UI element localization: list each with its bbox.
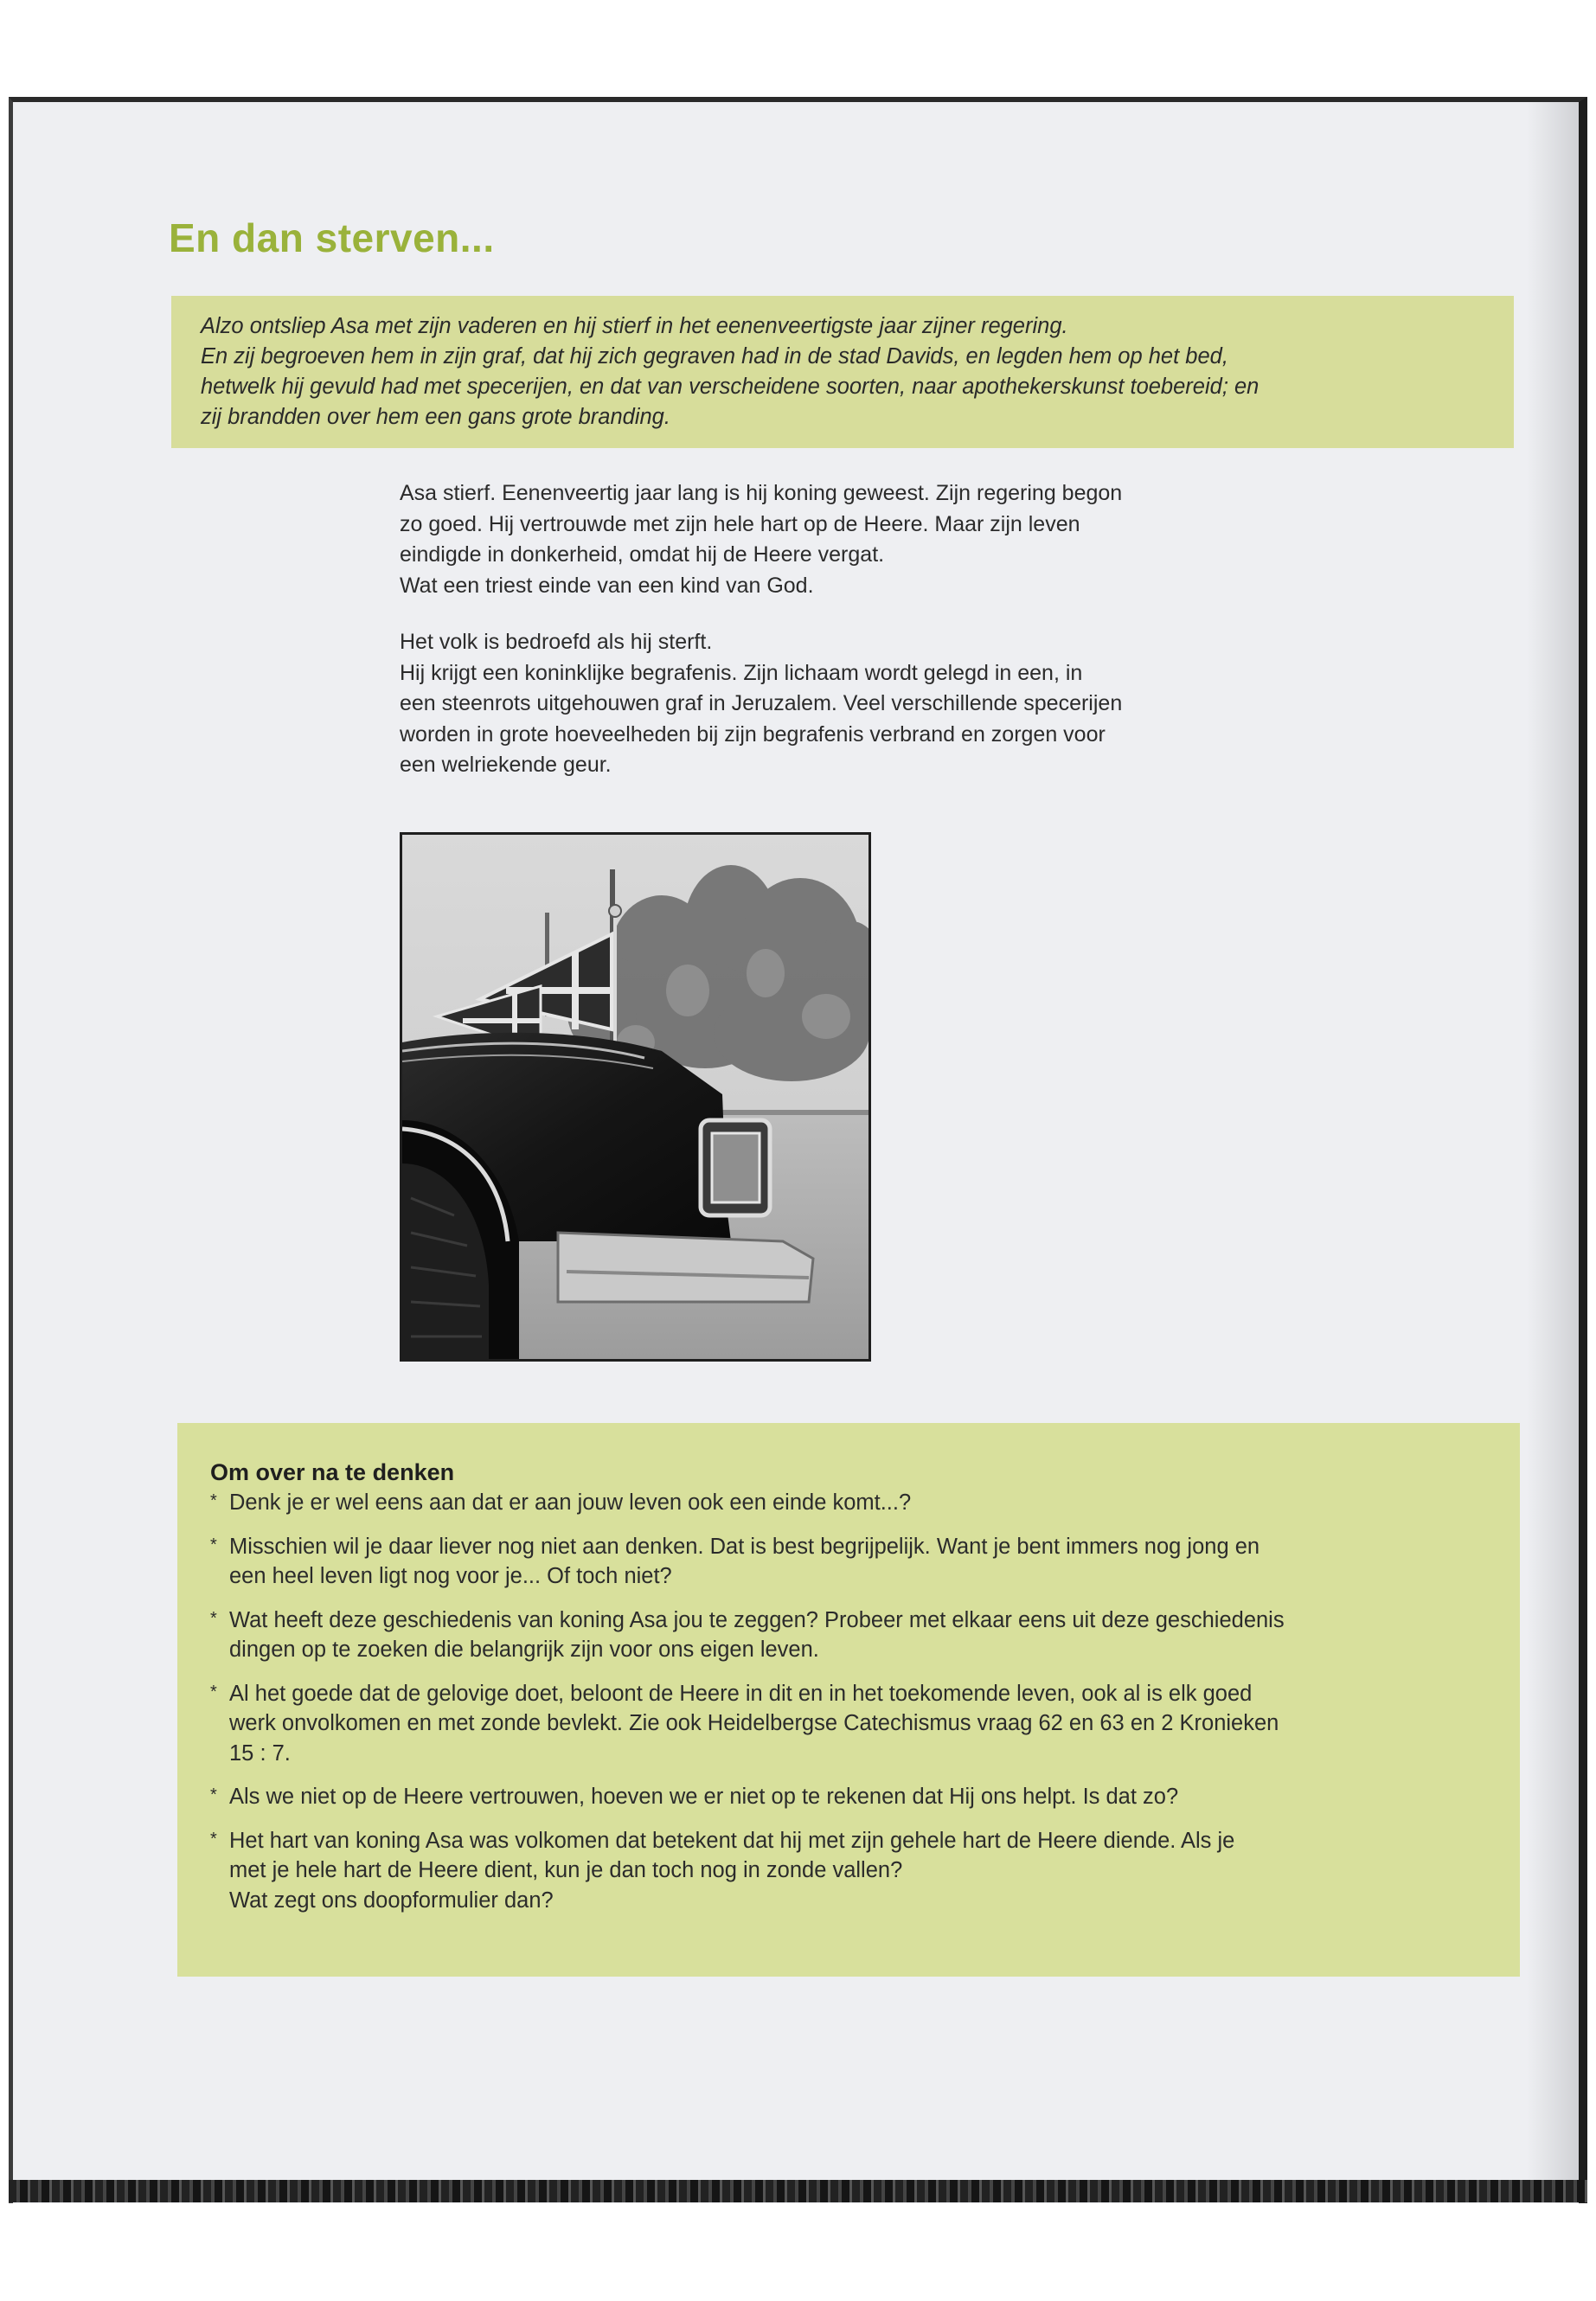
page-title: En dan sterven... xyxy=(169,215,495,260)
scripture-quote-text: Alzo ontsliep Asa met zijn vaderen en hij stierf in het eenenveertigste jaar zijner regering. En zij begroeven hem in zijn graf, dat hij zich gegraven had in de stad Davids, en legden hem op het bed, hetwelk hij gevuld had met specerijen, en dat van verscheidene soorten, naar apothekerskunst toebereid; en zij brandden over hem een gans grote branding. xyxy=(201,314,1259,429)
reflection-box xyxy=(177,1423,1520,1977)
body-paragraph-1: Asa stierf. Eenenveertig jaar lang is hij koning geweest. Zijn regering begon zo goed. Hij vertrouwde met zijn hele hart op de Heere. Maar zijn leven eindigde in donkerheid, omdat hij de Heere vergat. Wat een triest einde van een kind van God. xyxy=(400,481,1123,598)
bullet-star: * xyxy=(210,1785,217,1804)
bullet-star: * xyxy=(210,1682,217,1702)
body-paragraph-2: Het volk is bedroefd als hij sterft. Hij krijgt een koninklijke begrafenis. Zijn lichaam wordt gelegd in een, in een steenrots uitgehouwen graf in Jeruzalem. Veel verschillende specerijen worden in grote hoeveelheden bij zijn begrafenis verbrand en zorgen voor een welriekende geur. xyxy=(400,630,1123,777)
reflection-question-1 xyxy=(210,1488,1494,1518)
reflection-question-2 xyxy=(210,1532,1494,1592)
scripture-quote-box xyxy=(171,296,1514,448)
reflection-question-3 xyxy=(210,1606,1494,1665)
reflection-question-5 xyxy=(210,1782,1494,1812)
reflection-question-list xyxy=(210,1488,1494,1915)
reflection-question-6 xyxy=(210,1826,1494,1916)
page-bottom-edge xyxy=(9,2180,1587,2202)
question-text: Wat heeft deze geschiedenis van koning Asa jou te zeggen? Probeer met elkaar eens uit deze geschiedenis dingen op te zoeken die belangrijk zijn voor ons eigen leven. xyxy=(229,1607,1285,1662)
hearse-car-flag-photo xyxy=(400,832,871,1362)
bullet-star: * xyxy=(210,1829,217,1849)
reflection-heading: Om over na te denken xyxy=(210,1459,455,1485)
reflection-question-4 xyxy=(210,1679,1494,1769)
page-gutter-shadow xyxy=(1527,102,1579,2203)
question-text: Het hart van koning Asa was volkomen dat betekent dat hij met zijn gehele hart de Heere diende. Als je met je hele hart de Heere dient, kun je dan toch nog in zonde vallen? Wat zegt ons doopformulier dan? xyxy=(229,1828,1235,1913)
bullet-star: * xyxy=(210,1535,217,1554)
bullet-star: * xyxy=(210,1608,217,1628)
bullet-star: * xyxy=(210,1491,217,1510)
question-text: Denk je er wel eens aan dat er aan jouw leven ook een einde komt...? xyxy=(229,1490,912,1515)
question-text: Al het goede dat de gelovige doet, beloont de Heere in dit en in het toekomende leven, ook al is elk goed werk onvolkomen en met zonde bevlekt. Zie ook Heidelbergse Catechismus vraag 62 en 63 en 2 Kronieken 15 : 7. xyxy=(229,1681,1279,1766)
question-text: Misschien wil je daar liever nog niet aan denken. Dat is best begrijpelijk. Want je bent immers nog jong en een heel leven ligt nog voor je... Of toch niet? xyxy=(229,1534,1260,1588)
question-text: Als we niet op de Heere vertrouwen, hoeven we er niet op te rekenen dat Hij ons helpt. Is dat zo? xyxy=(229,1785,1179,1809)
